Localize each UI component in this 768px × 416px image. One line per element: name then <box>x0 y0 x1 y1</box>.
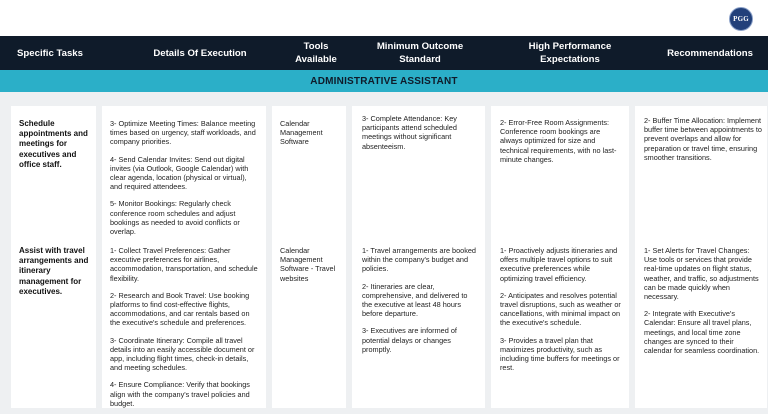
table-header <box>0 36 768 70</box>
table-row-2-details <box>110 246 260 416</box>
list-item: 2- Itineraries are clear, comprehensive, and delivered to the executive at least 48 hours before departure. <box>362 281 468 319</box>
table-row-2-minimum <box>362 246 478 362</box>
table-row-1-recommendations <box>644 116 762 170</box>
list-item: 2- Buffer Time Allocation: Implement buffer time between appointments to prevent overlaps and allow for preparation or travel time, ensuring smoother transitions. <box>644 116 762 162</box>
content-grid <box>0 92 768 414</box>
list-item: 4- Ensure Compliance: Verify that bookings align with the company's travel policies and budget. <box>110 380 250 408</box>
list-item: 3- Complete Attendance: Key participants attend scheduled meetings without significant absenteeism. <box>362 114 457 151</box>
table-row-1-task: Schedule appointments and meetings for executives and office staff. <box>19 119 88 169</box>
header-details-of-execution: Details Of Execution <box>153 47 247 59</box>
header-high-performance-expectations: High Performance Expectations <box>528 41 612 65</box>
list-item: 3- Coordinate Itinerary: Compile all travel details into an easily accessible document or app, including flight times, check-in details, and meeting schedules. <box>110 335 255 373</box>
list-item: 1- Collect Travel Preferences: Gather executive preferences for airlines, accommodation, transportation, and schedule flexibility. <box>110 246 258 283</box>
table-row-2-tools: Calendar Management Software - Travel websites <box>280 246 336 283</box>
list-item: 2- Error-Free Room Assignments: Conference room bookings are always optimized for size and technical requirements, with no last-minute changes. <box>500 118 617 164</box>
table-row-1-tools: Calendar Management Software <box>280 119 323 147</box>
table-row-2-high <box>500 246 622 380</box>
header-specific-tasks: Specific Tasks <box>17 47 83 59</box>
header-minimum-outcome-standard: Minimum Outcome Standard <box>376 41 464 65</box>
list-item: 2- Integrate with Executive's Calendar: Ensure all travel plans, meetings, and local time zone changes are synced to their calendar for seamless coordination. <box>644 309 760 356</box>
list-item: 2- Research and Book Travel: Use booking platforms to find cost-effective flights, accommodations, and car rentals based on the executive's schedule and preferences. <box>110 290 250 328</box>
list-item: 3- Provides a travel plan that maximizes productivity, such as including time buffers for meetings or rest. <box>500 335 620 373</box>
header-recommendations: Recommendations <box>667 47 753 59</box>
logo-text: PGG <box>733 15 749 23</box>
list-item: 1- Proactively adjusts itineraries and offers multiple travel options to suit executive preferences while optimizing travel efficiency. <box>500 246 618 283</box>
list-item: 3- Optimize Meeting Times: Balance meeting times based on urgency, staff workloads, and company priorities. <box>110 119 256 147</box>
list-item: 2- Anticipates and resolves potential travel disruptions, such as weather or cancellations, with minimal impact on the executive's schedule. <box>500 290 621 328</box>
section-title: ADMINISTRATIVE ASSISTANT <box>310 75 458 87</box>
company-logo <box>729 7 753 31</box>
table-row-1-details <box>110 119 260 244</box>
header-tools-available: Tools Available <box>295 41 337 65</box>
table-row-2-task: Assist with travel arrangements and itinerary management for executives. <box>19 246 89 296</box>
list-item: 1- Set Alerts for Travel Changes: Use tools or services that provide real-time updates on flight status, weather, and traffic, so adjustments can be made quickly when necessary. <box>644 246 759 302</box>
section-band <box>0 70 768 92</box>
table-row-1-minimum <box>362 114 478 159</box>
list-item: 3- Executives are informed of potential delays or changes promptly. <box>362 326 457 354</box>
list-item: 5- Monitor Bookings: Regularly check conference room schedules and adjust bookings as needed to avoid conflicts or overlap. <box>110 199 240 237</box>
list-item: 4- Send Calendar Invites: Send out digital invites (via Outlook, Google Calendar) with clear agenda, location (physical or virtual), and required attendees. <box>110 154 249 192</box>
table-row-1-high <box>500 118 622 172</box>
list-item: 1- Travel arrangements are booked within the company's budget and policies. <box>362 246 476 274</box>
table-row-2-recommendations <box>644 246 762 363</box>
top-bar <box>0 0 768 36</box>
